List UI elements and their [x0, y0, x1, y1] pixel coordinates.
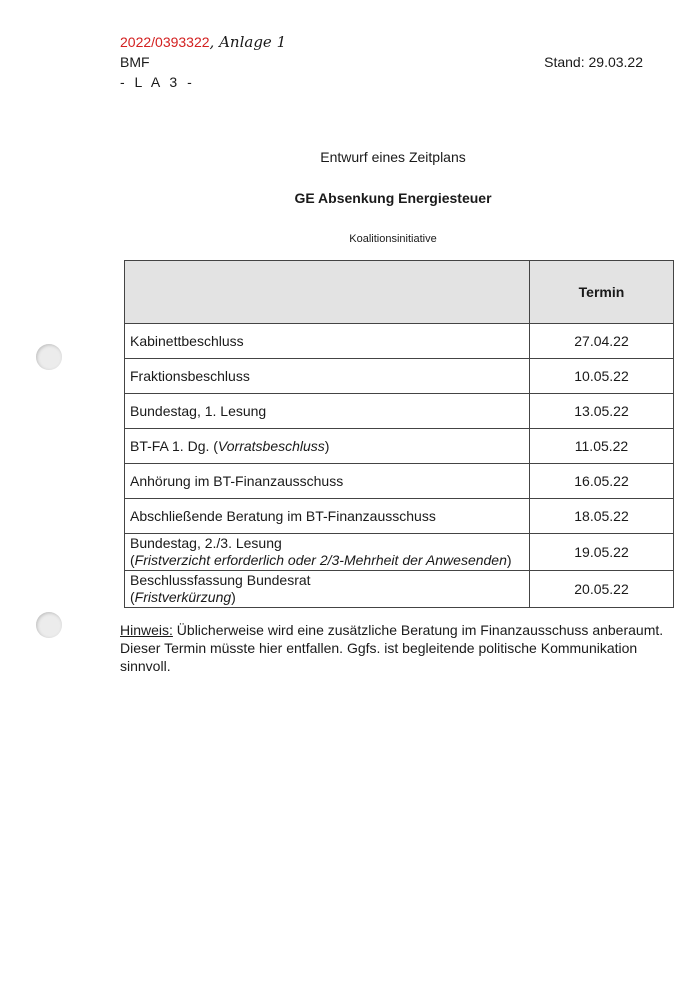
document-title: Entwurf eines Zeitplans	[320, 149, 466, 165]
note-text: Üblicherweise wird eine zusätzliche Beratung im Finanzausschuss anberaumt. Dieser Termin müsste hier entfallen. Ggfs. ist begleitende politische Kommunikation sinnvoll.	[120, 622, 664, 674]
table-row	[125, 499, 674, 534]
step-cell	[125, 571, 530, 608]
step-note-open: (	[130, 589, 135, 605]
step-cell: Bundestag, 1. Lesung	[125, 394, 530, 429]
date-cell: 19.05.22	[530, 534, 674, 571]
status-date: Stand: 29.03.22	[544, 54, 643, 70]
table-row	[125, 394, 674, 429]
table-row	[125, 534, 674, 571]
date-cell: 11.05.22	[530, 429, 674, 464]
step-italic-text: Vorratsbeschluss	[217, 438, 325, 454]
note-label: Hinweis:	[120, 622, 173, 638]
schedule-table	[124, 260, 674, 608]
step-cell: Kabinettbeschluss	[125, 324, 530, 359]
date-cell: 16.05.22	[530, 464, 674, 499]
document-number	[120, 33, 286, 51]
step-cell	[125, 429, 530, 464]
table-row	[125, 324, 674, 359]
table-header-row	[125, 261, 674, 324]
step-cell: Abschließende Beratung im BT-Finanzausschuss	[125, 499, 530, 534]
step-note-open: (	[130, 552, 135, 568]
date-cell: 10.05.22	[530, 359, 674, 394]
table-row	[125, 571, 674, 608]
table-row	[125, 464, 674, 499]
step-cell: Anhörung im BT-Finanzausschuss	[125, 464, 530, 499]
unit-label: - L A 3 -	[120, 74, 195, 90]
step-text: BT-FA 1. Dg. (	[130, 438, 218, 454]
header-cell-step	[125, 261, 530, 324]
handwritten-annotation: , Anlage 1	[209, 33, 287, 51]
note-paragraph	[120, 621, 670, 675]
initiative-label: Koalitionsinitiative	[349, 233, 437, 245]
step-note-close: )	[506, 552, 512, 568]
date-cell: 18.05.22	[530, 499, 674, 534]
sender: BMF	[120, 54, 150, 70]
date-cell: 20.05.22	[530, 571, 674, 608]
step-note-close: )	[231, 589, 236, 605]
step-cell	[125, 534, 530, 571]
date-cell: 13.05.22	[530, 394, 674, 429]
document-subtitle: GE Absenkung Energiesteuer	[294, 190, 492, 206]
step-cell: Fraktionsbeschluss	[125, 359, 530, 394]
header-cell-date: Termin	[530, 261, 674, 324]
table-row	[125, 429, 674, 464]
punch-hole	[36, 344, 62, 370]
document-number-text: 2022/0393322	[120, 34, 210, 50]
step-note: Fristverkürzung	[134, 589, 232, 605]
table-row	[125, 359, 674, 394]
punch-hole	[36, 612, 62, 638]
step-text: Beschlussfassung Bundesrat	[130, 572, 311, 588]
step-text-end: )	[324, 438, 330, 454]
step-note: Fristverzicht erforderlich oder 2/3-Mehrheit der Anwesenden	[134, 552, 507, 568]
step-text: Bundestag, 2./3. Lesung	[130, 535, 282, 551]
date-cell: 27.04.22	[530, 324, 674, 359]
